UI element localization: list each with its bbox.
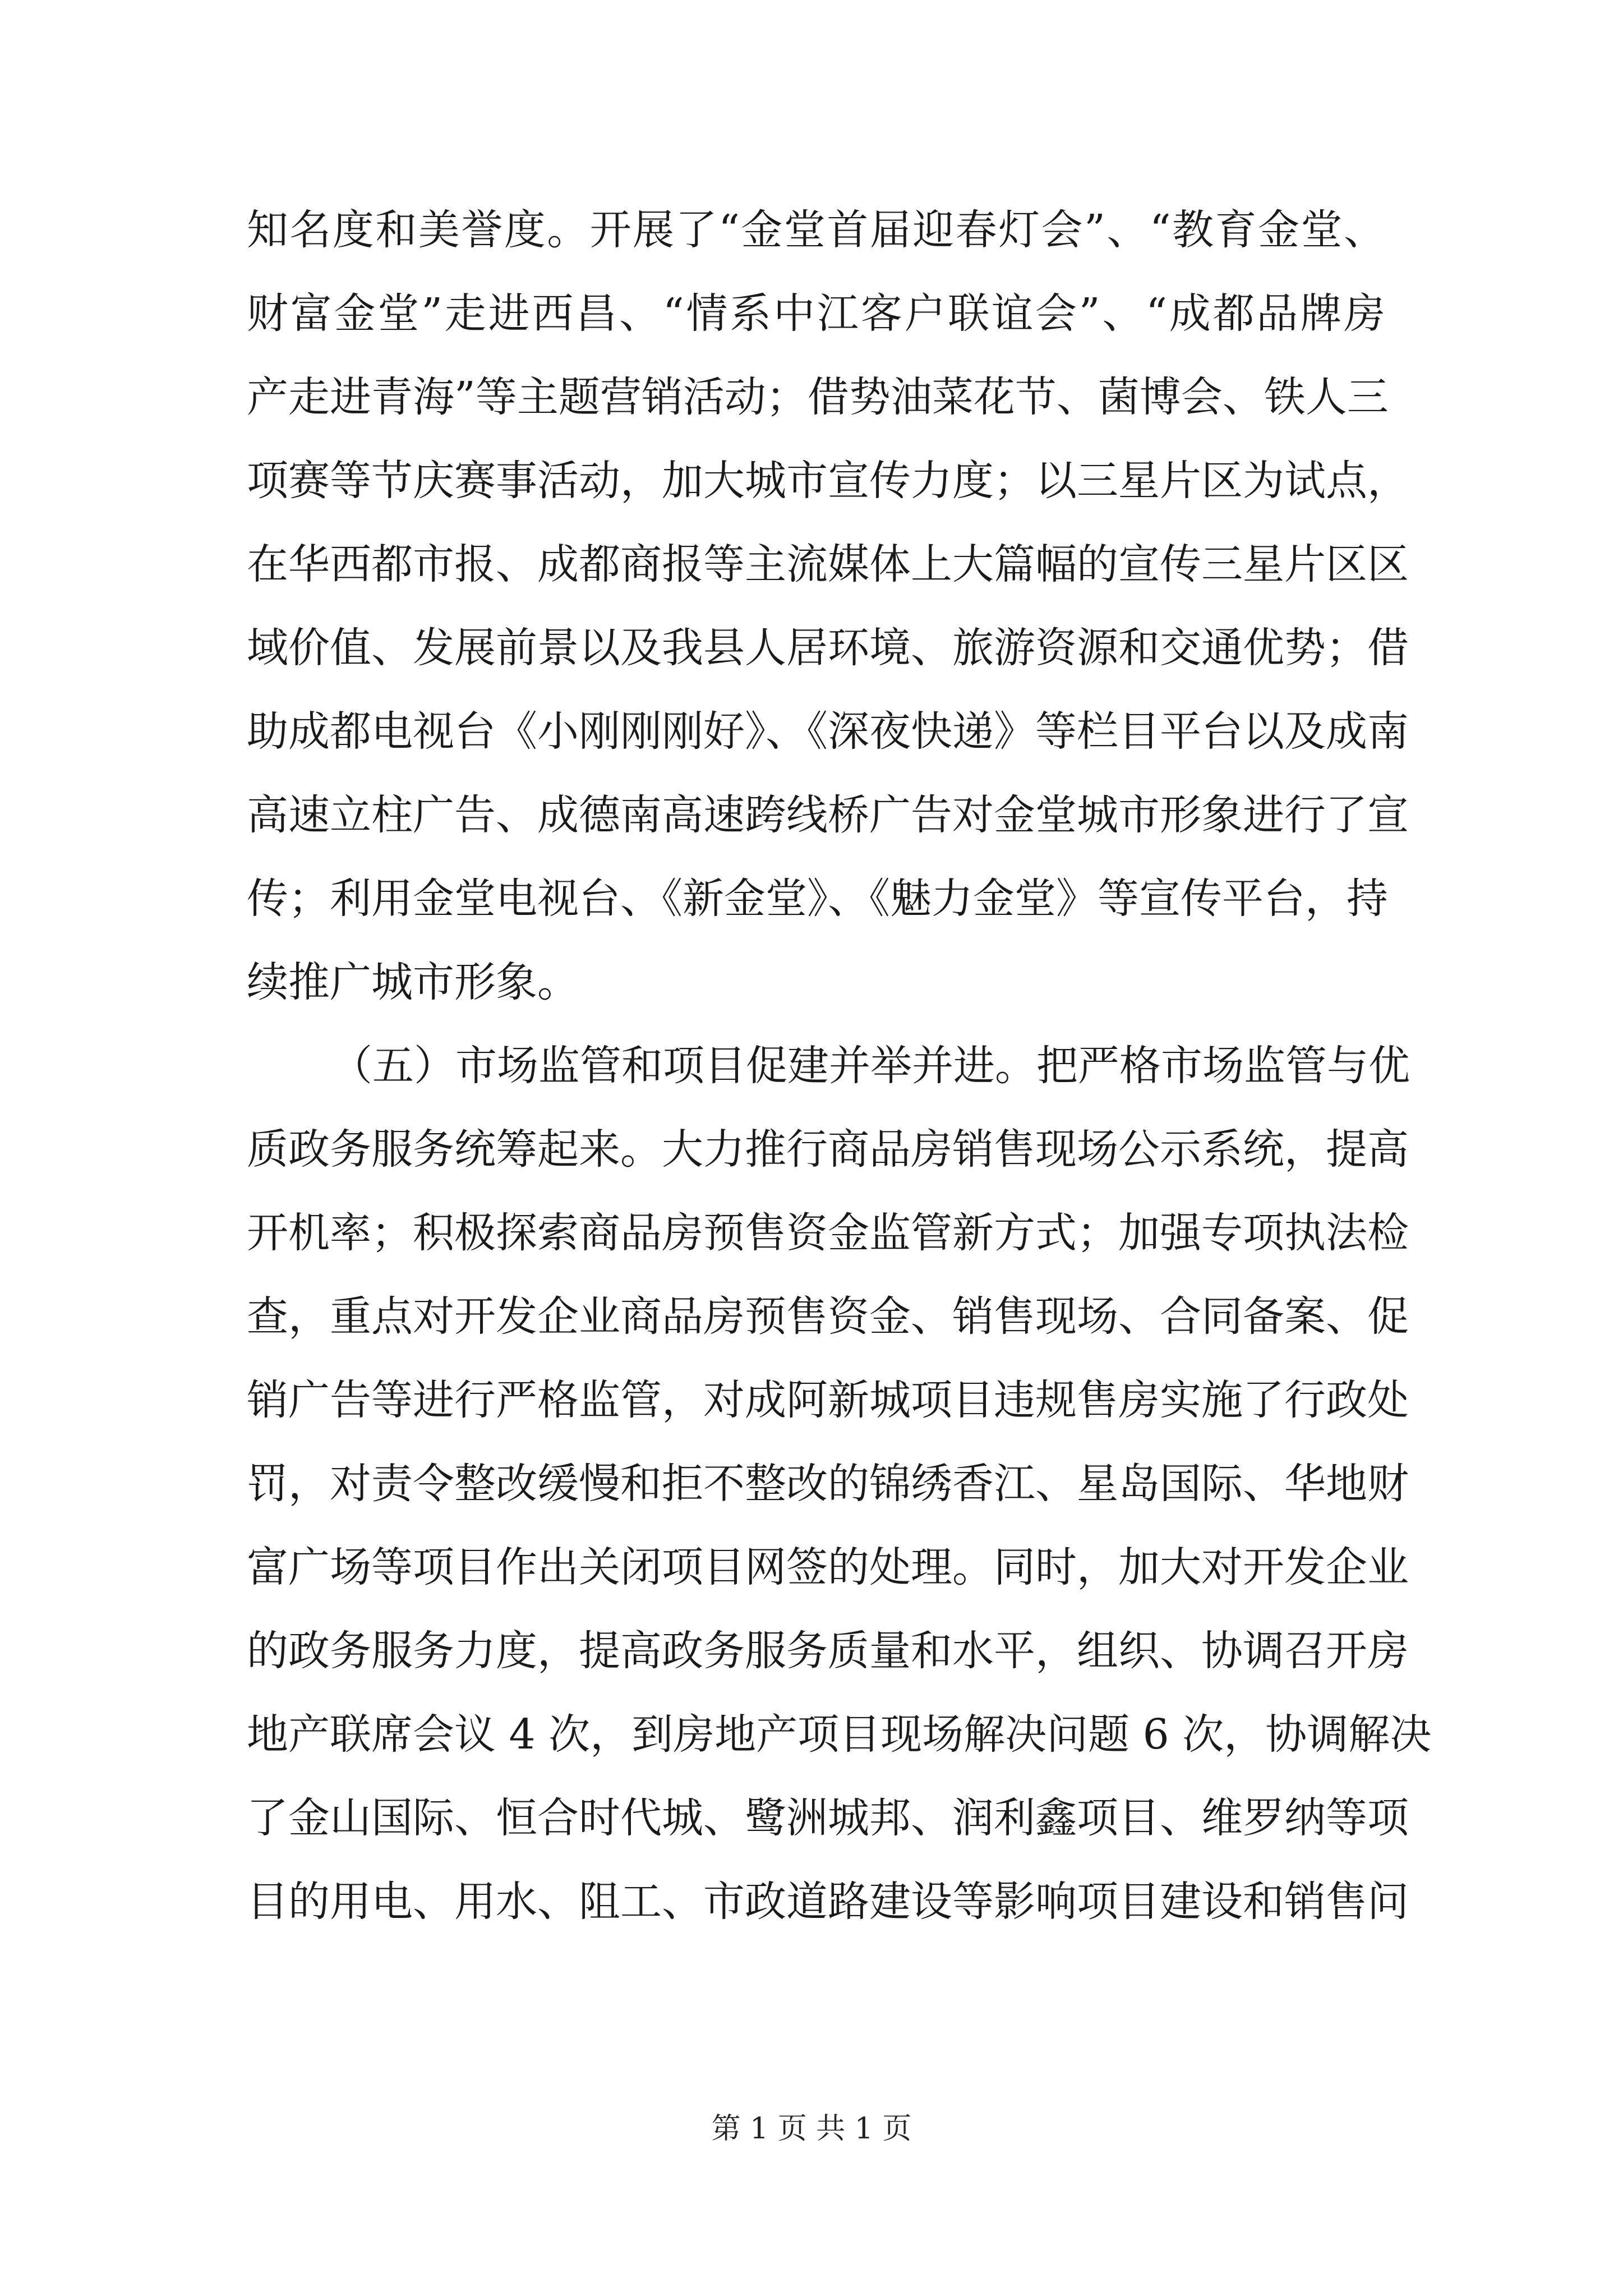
text-line: 知名度和美誉度。开展了“金堂首届迎春灯会”、“教育金堂、 (247, 206, 1385, 254)
text-line: 了金山国际、恒合时代城、鹭洲城邦、润利鑫项目、维罗纳等项 (247, 1794, 1409, 1842)
text-line: 产走进青海”等主题营销活动；借势油菜花节、菌博会、铁人三 (247, 373, 1389, 421)
text-line: 域价值、发展前景以及我县人居环境、旅游资源和交通优势；借 (247, 624, 1409, 672)
text-line: 开机率；积极探索商品房预售资金监管新方式；加强专项执法检 (247, 1209, 1409, 1257)
text-line: 助成都电视台《小刚刚刚好》、《深夜快递》等栏目平台以及成南 (247, 707, 1409, 756)
text-line: 在华西都市报、成都商报等主流媒体上大篇幅的宣传三星片区区 (247, 540, 1409, 588)
text-line: 目的用电、用水、阻工、市政道路建设等影响项目建设和销售问 (247, 1878, 1409, 1926)
text-line: 项赛等节庆赛事活动，加大城市宣传力度；以三星片区为试点， (247, 457, 1409, 505)
paragraph-heading-line: （五）市场监管和项目促建并举并进。把严格市场监管与优 (331, 1042, 1410, 1090)
text-line: 富广场等项目作出关闭项目网签的处理。同时，加大对开发企业 (247, 1543, 1409, 1591)
text-line: 的政务服务力度，提高政务服务质量和水平，组织、协调召开房 (247, 1627, 1409, 1675)
text-line: 销广告等进行严格监管，对成阿新城项目违规售房实施了行政处 (247, 1376, 1409, 1424)
text-line: 续推广城市形象。 (247, 958, 579, 1006)
text-line: 高速立柱广告、成德南高速跨线桥广告对金堂城市形象进行了宣 (247, 791, 1409, 839)
page-number-footer: 第 1 页 共 1 页 (711, 2112, 912, 2146)
text-line: 质政务服务统筹起来。大力推行商品房销售现场公示系统，提高 (247, 1125, 1409, 1174)
text-line: 传；利用金堂电视台、《新金堂》、《魅力金堂》等宣传平台，持 (247, 875, 1388, 923)
text-line: 罚，对责令整改缓慢和拒不整改的锦绣香江、星岛国际、华地财 (247, 1460, 1409, 1508)
text-line: 查，重点对开发企业商品房预售资金、销售现场、合同备案、促 (247, 1292, 1409, 1341)
text-line: 地产联席会议 4 次，到房地产项目现场解决问题 6 次，协调解决 (247, 1710, 1432, 1759)
text-line: 财富金堂”走进西昌、“情系中江客户联谊会”、“成都品牌房 (247, 289, 1385, 338)
